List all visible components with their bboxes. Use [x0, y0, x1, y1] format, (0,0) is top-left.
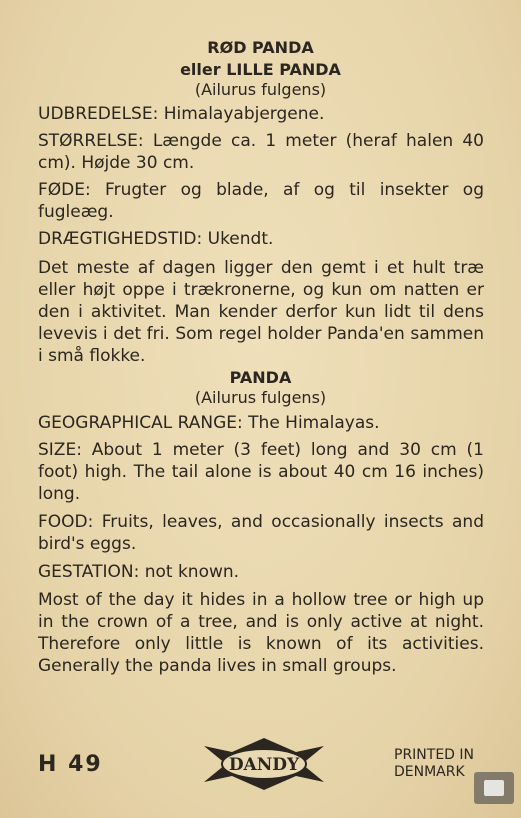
printed-line-2: DENMARK — [394, 764, 465, 780]
english-title: PANDA — [229, 368, 292, 387]
english-size: SIZE: About 1 meter (3 feet) long and 30 cm (1 foot) high. The tail alone is about 40 cm 16 inches) long. — [38, 440, 484, 504]
danish-description: Det meste af dagen ligger den gemt i et hult træ eller højt oppe i trækronerne, og kun om natten er den i aktivitet. Man kender derfor kun lidt til dens levevis i det fri. Som regel holder Panda'en sammen i små flokke. — [38, 258, 484, 366]
card-number: H 49 — [38, 752, 103, 777]
english-gestation: GESTATION: not known. — [38, 562, 240, 582]
dandy-logo — [204, 736, 324, 792]
printed-in-label — [394, 747, 474, 781]
english-latin-name: (Ailurus fulgens) — [194, 388, 327, 407]
danish-gestation: DRÆGTIGHEDSTID: Ukendt. — [38, 229, 274, 249]
danish-subtitle: eller LILLE PANDA — [180, 60, 341, 79]
danish-title: RØD PANDA — [207, 38, 314, 57]
english-range: GEOGRAPHICAL RANGE: The Himalayas. — [38, 413, 380, 433]
danish-size: STØRRELSE: Længde ca. 1 meter (heraf halen 40 cm). Højde 30 cm. — [38, 131, 484, 173]
logo-text: DANDY — [228, 755, 300, 775]
danish-food: FØDE: Frugter og blade, af og til insekter og fugleæg. — [38, 180, 484, 222]
english-description: Most of the day it hides in a hollow tree or high up in the crown of a tree, and is only active at night. Therefore only little is known of its activities. Generally the panda lives in small groups. — [38, 590, 484, 676]
danish-latin-name: (Ailurus fulgens) — [194, 80, 327, 99]
watermark-icon — [472, 770, 516, 806]
danish-range: UDBREDELSE: Himalayabjergene. — [38, 104, 325, 124]
printed-line-1: PRINTED IN — [394, 747, 475, 763]
english-food: FOOD: Fruits, leaves, and occasionally insects and bird's eggs. — [38, 512, 484, 554]
